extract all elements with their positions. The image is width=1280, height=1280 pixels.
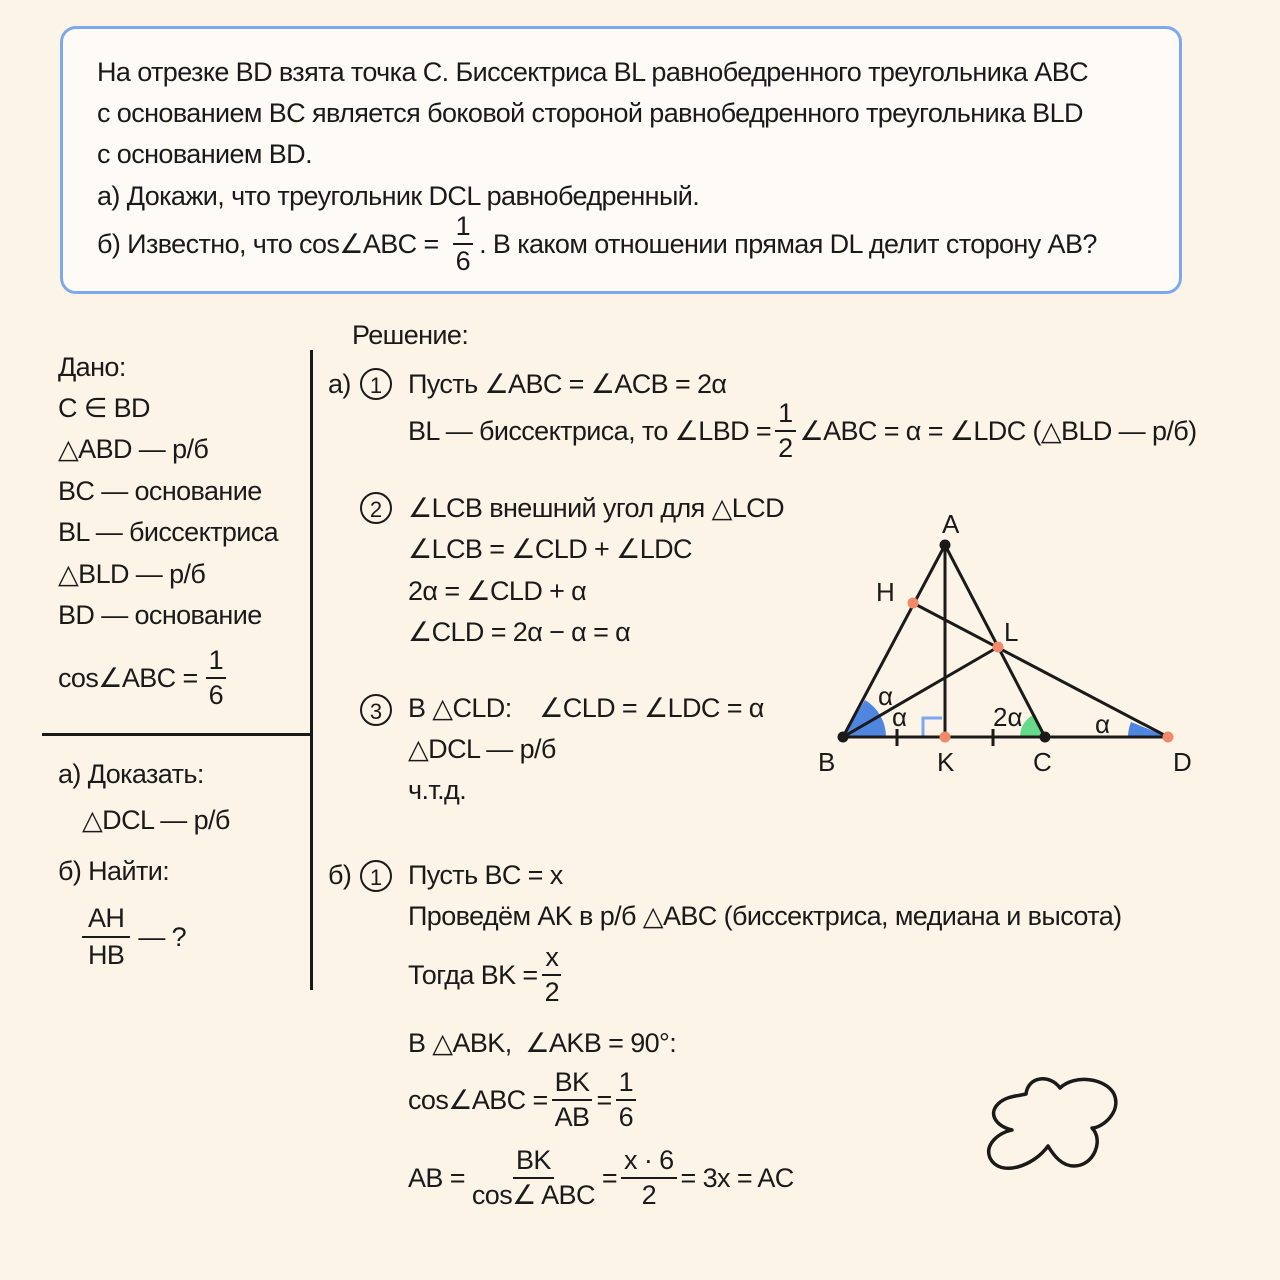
bk-den: 2	[544, 977, 560, 1007]
bk-fraction	[542, 944, 562, 1006]
point-a	[940, 540, 951, 551]
label-c: C	[1033, 747, 1052, 777]
b-line-1: Пусть BC = x	[408, 860, 563, 890]
right-angle-mark	[923, 718, 942, 737]
step-number: 3	[360, 694, 392, 726]
step-number: 1	[360, 368, 392, 400]
b-line-5-pre: cos∠ABC =	[408, 1084, 548, 1115]
part-a-label: а)	[328, 369, 351, 399]
prove-item: △DCL — р/б	[82, 805, 230, 835]
prove-title: а) Доказать:	[58, 759, 204, 789]
step-1-line-2-pre: BL — биссектриса, то ∠LBD =	[408, 415, 772, 446]
equals-sign: =	[596, 1084, 612, 1115]
b-line-6-post: = 3x = AC	[680, 1162, 794, 1193]
ab-fraction-2	[621, 1147, 677, 1209]
solution-title: Решение:	[352, 320, 469, 350]
task-line-5	[97, 209, 1097, 279]
find-num: AH	[82, 905, 130, 938]
given-item: BL — биссектриса	[58, 517, 279, 547]
step-2-line-4: ∠CLD = 2α − α = α	[408, 617, 631, 647]
cos-num-2: 1	[616, 1069, 636, 1101]
cos-den-1: AB	[554, 1102, 590, 1132]
label-h: H	[876, 577, 895, 607]
point-h	[908, 598, 919, 609]
step-1-line-2-post: ∠ABC = α = ∠LDC (△BLD — р/б)	[799, 415, 1197, 446]
find-suffix: — ?	[138, 921, 187, 952]
step-3-marker	[360, 694, 392, 726]
label-a: A	[942, 509, 960, 539]
b-line-3	[408, 940, 566, 1010]
cos-num-1: BK	[552, 1069, 593, 1101]
given-item: △BLD — р/б	[58, 559, 206, 589]
given-item: C ∈ BD	[58, 393, 150, 423]
task-cos-num: 1	[453, 213, 473, 245]
step-1-marker	[360, 368, 392, 400]
task-box	[60, 26, 1182, 294]
ab-num-1: BK	[513, 1147, 554, 1179]
given-item: △ABD — р/б	[58, 434, 209, 464]
equals-sign: =	[601, 1162, 618, 1193]
step-2-line-3: 2α = ∠CLD + α	[408, 576, 587, 606]
given-cos-den: 6	[208, 680, 224, 710]
angle-label: α	[1095, 709, 1111, 739]
task-cos-den: 6	[455, 246, 471, 276]
given-cos	[58, 642, 230, 714]
label-l: L	[1004, 617, 1019, 647]
point-l	[993, 642, 1004, 653]
label-d: D	[1173, 747, 1192, 777]
point-c	[1040, 732, 1051, 743]
step-3-line-3: ч.т.д.	[408, 775, 467, 805]
task-line-1: На отрезке BD взята точка С. Биссектриса BL равнобедренного треугольника ABC	[97, 57, 1089, 87]
cos-den-2: 6	[618, 1102, 634, 1132]
step-1-num: 1	[775, 400, 795, 432]
task-line-4: а) Докажи, что треугольник DCL равнобедренный.	[97, 181, 700, 211]
step-1-fraction	[775, 400, 795, 462]
point-k	[940, 732, 951, 743]
step-3-line-2: △DCL — р/б	[408, 734, 556, 764]
step-2-line-2: ∠LCB = ∠CLD + ∠LDC	[408, 534, 692, 564]
given-item: BC — основание	[58, 476, 262, 506]
b-line-3-pre: Тогда BK =	[408, 959, 538, 990]
task-line-3: с основанием BD.	[97, 139, 312, 169]
step-number: 1	[360, 860, 392, 892]
given-cos-pre: cos∠ABC =	[58, 662, 198, 693]
task-line-5-post: . В каком отношении прямая DL делит сторону AB?	[479, 228, 1097, 259]
b-line-6	[408, 1142, 794, 1214]
angle-label: α	[878, 681, 894, 711]
b-line-5	[408, 1064, 640, 1136]
task-cos-fraction	[453, 213, 473, 275]
step-1-den: 2	[778, 433, 793, 463]
given-cos-fraction	[206, 647, 226, 709]
ab-den-2: 2	[641, 1180, 656, 1210]
b-line-6-pre: AB =	[408, 1162, 465, 1193]
horizontal-divider	[42, 733, 312, 736]
cos-fraction-2	[616, 1069, 636, 1131]
given-title: Дано:	[58, 352, 126, 382]
bk-num: x	[542, 944, 561, 976]
step-2-marker	[360, 492, 392, 524]
b-line-4: В △ABK, ∠AKB = 90°:	[408, 1028, 677, 1058]
vertical-divider	[310, 350, 313, 990]
ab-fraction-1	[469, 1147, 598, 1209]
part-b-label: б)	[328, 860, 352, 890]
find-fraction	[82, 905, 130, 969]
step-1-line-2	[408, 396, 1197, 466]
b-line-2: Проведём AK в р/б △ABC (биссектриса, медиана и высота)	[408, 901, 1122, 931]
ab-num-2: x · 6	[621, 1147, 677, 1179]
step-2-line-1: ∠LCB внешний угол для △LCD	[408, 493, 784, 523]
step-3-line-1: В △CLD: ∠CLD = ∠LDC = α	[408, 693, 764, 723]
label-k: K	[937, 747, 955, 777]
point-d	[1163, 732, 1174, 743]
step-number: 2	[360, 492, 392, 524]
step-b1-marker	[360, 860, 392, 892]
given-item: BD — основание	[58, 600, 262, 630]
ab-den-1: cos∠ ABC	[471, 1180, 595, 1210]
find-title: б) Найти:	[58, 856, 170, 886]
task-line-2: с основанием BC является боковой стороной равнобедренного треугольника BLD	[97, 98, 1083, 128]
given-cos-num: 1	[206, 647, 226, 679]
point-b	[838, 732, 849, 743]
angle-label: α	[892, 702, 908, 732]
angle-label: 2α	[993, 702, 1023, 732]
find-den: HB	[88, 940, 125, 970]
cos-fraction-1	[552, 1069, 593, 1131]
step-1-line-1: Пусть ∠ABC = ∠ACB = 2α	[408, 369, 727, 399]
task-line-5-pre: б) Известно, что cos∠ABC =	[97, 228, 439, 259]
segment-hd	[913, 603, 1168, 737]
label-b: B	[818, 747, 836, 777]
flower-doodle-icon	[982, 1070, 1124, 1180]
triangle-figure	[800, 500, 1220, 790]
find-expression	[82, 900, 186, 974]
